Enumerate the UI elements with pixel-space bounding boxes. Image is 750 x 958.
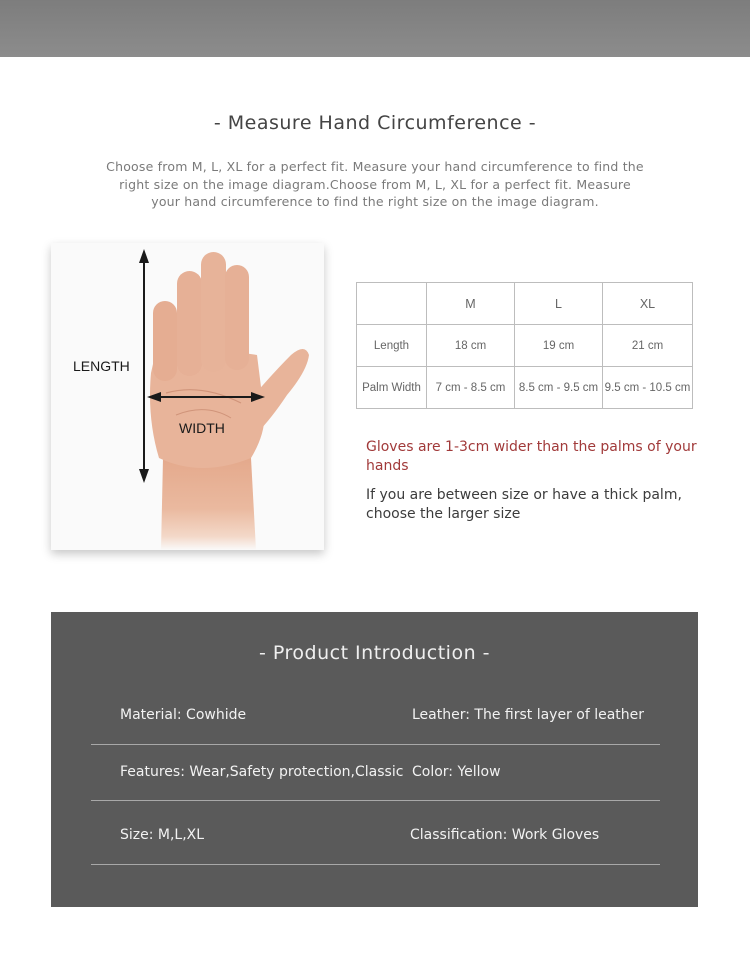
table-cell: 8.5 cm - 9.5 cm [515, 367, 603, 409]
table-cell: 9.5 cm - 10.5 cm [603, 367, 693, 409]
hand-measurement-diagram [51, 243, 324, 550]
width-label: WIDTH [179, 420, 225, 436]
table-header-cell [357, 283, 427, 325]
table-row [357, 367, 693, 409]
index-finger [177, 271, 202, 376]
wrist-shape [161, 458, 256, 550]
table-row [357, 325, 693, 367]
thumb-shape [249, 349, 309, 433]
table-header-cell: L [515, 283, 603, 325]
measure-section-title: - Measure Hand Circumference - [213, 112, 537, 134]
ring-finger [225, 265, 249, 370]
table-cell: 7 cm - 8.5 cm [427, 367, 515, 409]
product-info-features: Features: Wear,Safety protection,Classic [120, 764, 404, 780]
product-section-title: - Product Introduction - [258, 642, 491, 664]
table-cell: 21 cm [603, 325, 693, 367]
product-info-row [91, 744, 660, 801]
product-info-leather: Leather: The first layer of leather [412, 707, 645, 723]
measure-intro-text: Choose from M, L, XL for a perfect fit. Measure your hand circumference to find the right size on the image diagram.Choose from M, L, XL for a perfect fit. Measure your hand circumference to find the right size on the image diagram. [106, 159, 644, 209]
table-header-cell: M [427, 283, 515, 325]
sizing-advice-note: If you are between size or have a thick palm, choose the larger size [366, 487, 682, 522]
middle-finger [201, 252, 226, 372]
table-header-row [357, 283, 693, 325]
product-info-size: Size: M,L,XL [120, 827, 205, 843]
product-info-material: Material: Cowhide [120, 707, 247, 723]
table-cell: 18 cm [427, 325, 515, 367]
table-row-label: Length [357, 325, 427, 367]
pinky-finger [153, 301, 177, 381]
product-info-row [91, 801, 660, 865]
product-info-row [91, 684, 660, 745]
product-info-color: Color: Yellow [412, 764, 501, 780]
table-row-label: Palm Width [357, 367, 427, 409]
table-header-cell: XL [603, 283, 693, 325]
top-banner-bar [0, 0, 750, 57]
length-label: LENGTH [73, 358, 130, 374]
product-introduction-panel [51, 612, 698, 907]
hand-illustration [51, 243, 324, 550]
table-cell: 19 cm [515, 325, 603, 367]
product-info-classification: Classification: Work Gloves [410, 827, 600, 843]
glove-width-note: Gloves are 1-3cm wider than the palms of your hands [366, 439, 697, 474]
size-chart-table [356, 282, 693, 409]
